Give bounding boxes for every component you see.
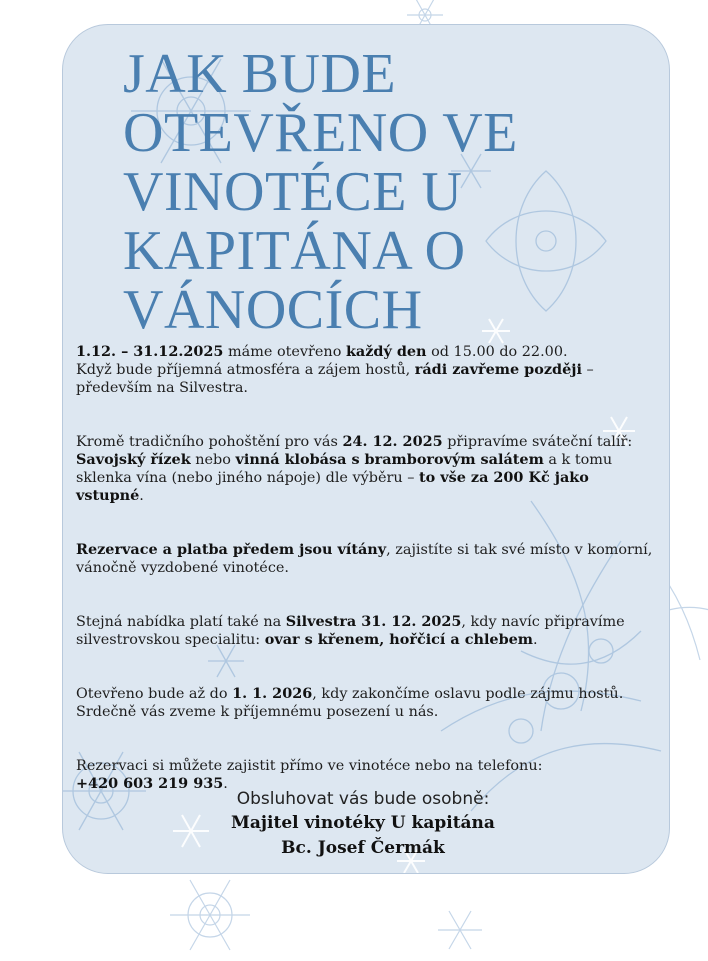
- close-later: rádi zavřeme později: [414, 361, 582, 378]
- text: Stejná nabídka platí také na: [76, 614, 286, 630]
- text: – především na Silvestra.: [76, 362, 594, 396]
- text: Rezervaci si můžete zajistit přímo ve vinotéce nebo na telefonu:: [76, 758, 543, 774]
- text: máme otevřeno: [223, 344, 346, 360]
- poster-card: [62, 24, 670, 874]
- title-line-4: KAPITÁNA O: [123, 220, 466, 282]
- text: Kromě tradičního pohoštění pro vás: [76, 434, 343, 450]
- dish-sausage: vinná klobása s bramborovým salátem: [235, 451, 544, 468]
- text: a k tomu sklenka vína (nebo jiného nápoje) dle výběru –: [76, 452, 613, 486]
- text: připravíme sváteční talíř:: [442, 434, 633, 450]
- title-line-2: OTEVŘENO VE: [123, 102, 518, 164]
- title-line-5: VÁNOCÍCH: [123, 279, 423, 341]
- phone-number: +420 603 219 935: [76, 775, 224, 792]
- reservation-welcome: Rezervace a platba předem jsou vítány: [76, 541, 387, 558]
- title-line-1: JAK BUDE: [123, 43, 397, 105]
- title-line-3: VINOTÉCE U: [123, 161, 463, 223]
- text: nebo: [190, 452, 236, 468]
- sign-name: Bc. Josef Čermák: [281, 838, 445, 858]
- price: to vše za 200 Kč jako vstupné: [76, 469, 589, 504]
- text: , kdy navíc připravíme silvestrovskou specialitu:: [76, 614, 625, 648]
- paragraph-reservation-note: [76, 541, 656, 577]
- text: , zajistíte si tak své místo v komorní, vánočně vyzdobené vinotéce.: [76, 542, 653, 576]
- signature-block: [63, 787, 663, 861]
- page-title: [123, 45, 643, 340]
- text: , kdy zakončíme oslavu podle zájmu hostů. Srdečně vás zveme k příjemnému posezení u nás.: [76, 686, 624, 720]
- text: .: [533, 632, 538, 648]
- text: Otevřeno bude až do: [76, 686, 233, 702]
- silvestr-special: ovar s křenem, hořčicí a chlebem: [264, 631, 534, 648]
- poster-body: [76, 343, 656, 793]
- every-day: každý den: [345, 343, 427, 360]
- text: Když bude příjemná atmosféra a zájem hostů,: [76, 362, 415, 378]
- paragraph-new-year-eve: [76, 613, 656, 649]
- text: .: [223, 776, 228, 792]
- dish-schnitzel: Savojský řízek: [76, 451, 191, 468]
- sign-owner: Majitel vinotéky U kapitána: [231, 813, 495, 833]
- christmas-date: 24. 12. 2025: [342, 433, 443, 450]
- silvestr-date: Silvestra 31. 12. 2025: [285, 613, 462, 630]
- opening-dates: 1.12. – 31.12.2025: [76, 343, 224, 360]
- paragraph-christmas-offer: [76, 433, 656, 505]
- closing-date: 1. 1. 2026: [232, 685, 313, 702]
- paragraph-opening-hours: [76, 343, 656, 397]
- text: od 15.00 do 22.00.: [426, 344, 568, 360]
- sign-intro: Obsluhovat vás bude osobně:: [236, 789, 490, 809]
- text: .: [139, 488, 144, 504]
- paragraph-closing: [76, 685, 656, 721]
